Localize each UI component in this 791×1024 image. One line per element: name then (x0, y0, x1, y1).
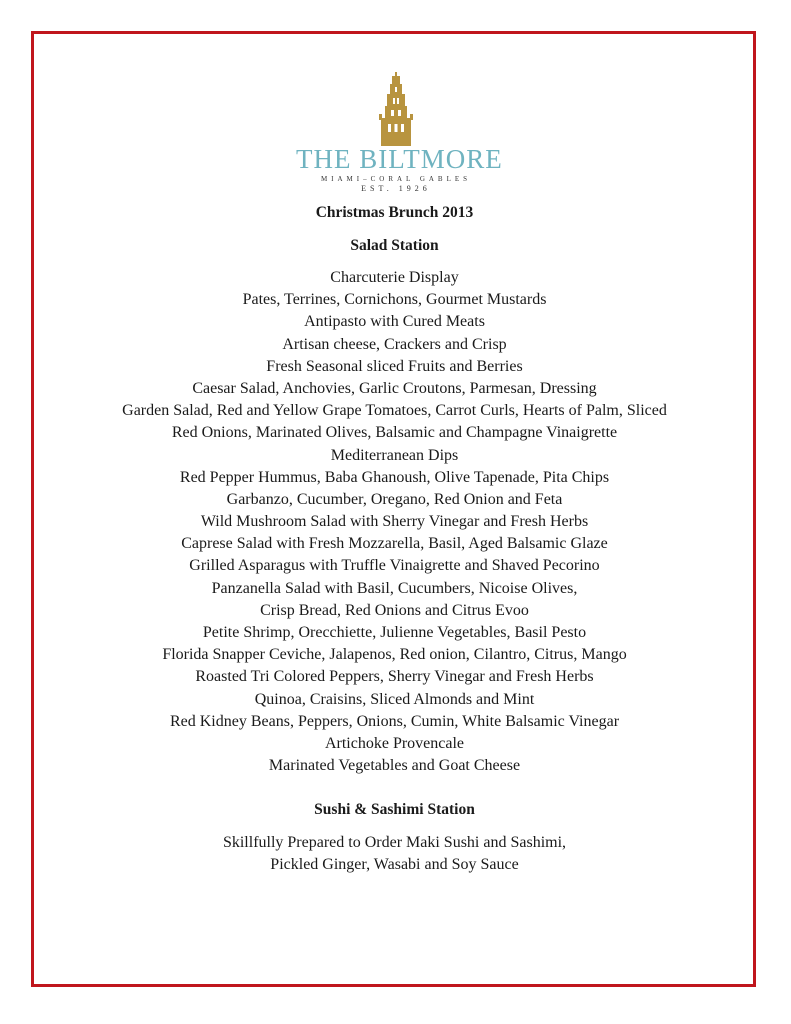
tower-logo-icon (376, 72, 416, 146)
menu-item: Mediterranean Dips (330, 446, 459, 464)
menu-item: Garbanzo, Cucumber, Oregano, Red Onion and Feta (226, 490, 563, 508)
menu-item: Fresh Seasonal sliced Fruits and Berries (266, 357, 523, 375)
menu-item: Wild Mushroom Salad with Sherry Vinegar and Fresh Herbs (200, 513, 589, 531)
menu-item: Antipasto with Cured Meats (304, 313, 485, 331)
biltmore-logo (296, 72, 503, 194)
sushi-station-heading: Sushi & Sashimi Station (314, 801, 475, 818)
menu-item: Artichoke Provencale (324, 734, 465, 752)
menu-item: Roasted Tri Colored Peppers, Sherry Vinegar and Fresh Herbs (195, 668, 594, 686)
menu-item: Marinated Vegetables and Goat Cheese (268, 757, 521, 775)
sushi-station-list (34, 832, 755, 876)
salad-station-list (34, 267, 755, 777)
menu-item: Red Pepper Hummus, Baba Ghanoush, Olive Tapenade, Pita Chips (179, 468, 610, 486)
menu-item: Red Kidney Beans, Peppers, Onions, Cumin, White Balsamic Vinegar (169, 712, 620, 730)
menu-item: Artisan cheese, Crackers and Crisp (282, 335, 507, 353)
menu-item: Crisp Bread, Red Onions and Citrus Evoo (260, 601, 529, 619)
logo-tagline: MIAMI–CORAL GABLES (320, 175, 472, 183)
menu-item: Skillfully Prepared to Order Maki Sushi and Sashimi, (222, 834, 567, 851)
salad-station-heading: Salad Station (350, 237, 439, 254)
menu-item: Panzanella Salad with Basil, Cucumbers, Nicoise Olives, (211, 579, 578, 597)
menu-item: Grilled Asparagus with Truffle Vinaigrette and Shaved Pecorino (189, 557, 600, 575)
menu-title: Christmas Brunch 2013 (315, 204, 474, 221)
menu-item: Pickled Ginger, Wasabi and Soy Sauce (270, 856, 519, 873)
logo-brand-name: THE BILTMORE (296, 144, 503, 174)
menu-item: Pates, Terrines, Cornichons, Gourmet Mustards (242, 291, 547, 309)
menu-item: Garden Salad, Red and Yellow Grape Tomatoes, Carrot Curls, Hearts of Palm, Sliced (122, 402, 667, 420)
menu-item: Petite Shrimp, Orecchiette, Julienne Vegetables, Basil Pesto (202, 624, 587, 641)
menu-item: Quinoa, Craisins, Sliced Almonds and Mint (254, 690, 535, 708)
menu-item: Florida Snapper Ceviche, Jalapenos, Red onion, Cilantro, Citrus, Mango (162, 646, 627, 664)
menu-item: Caesar Salad, Anchovies, Garlic Croutons, Parmesan, Dressing (192, 379, 597, 397)
logo-established: EST. 1926 (361, 184, 431, 193)
menu-item: Charcuterie Display (330, 269, 459, 286)
menu-item: Caprese Salad with Fresh Mozzarella, Basil, Aged Balsamic Glaze (181, 535, 608, 553)
menu-item: Red Onions, Marinated Olives, Balsamic and Champagne Vinaigrette (171, 424, 618, 442)
